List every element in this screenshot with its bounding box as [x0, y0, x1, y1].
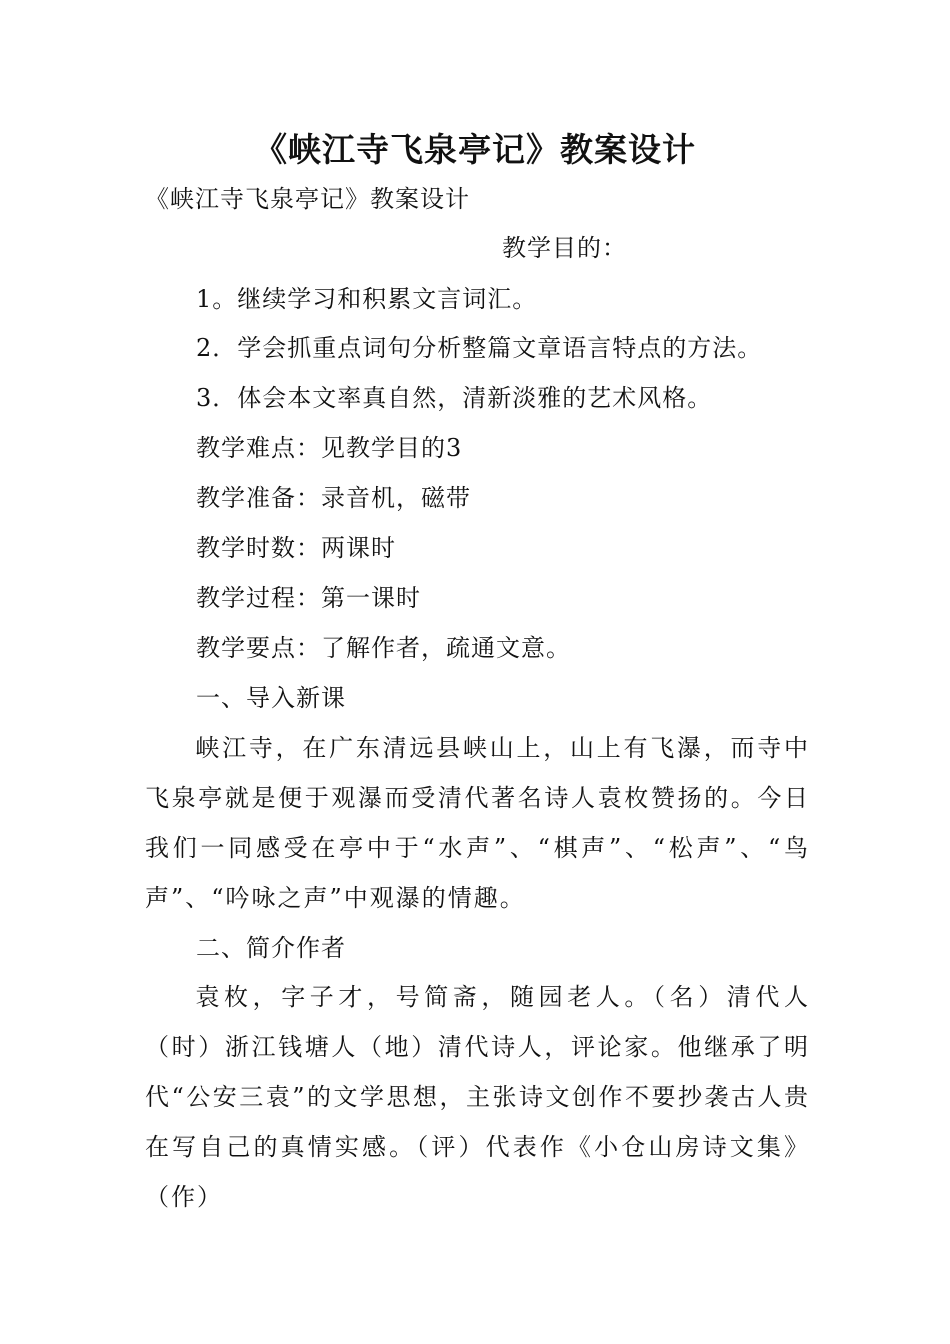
- teaching-key-points: 教学要点：了解作者，疏通文意。: [196, 634, 571, 662]
- objective-item-2: 2．学会抓重点词句分析整篇文章语言特点的方法。: [196, 334, 763, 362]
- teaching-difficulty: 教学难点：见教学目的3: [196, 434, 463, 462]
- document-title: 《峡江寺飞泉亭记》教案设计: [254, 130, 696, 169]
- section-1-heading: 一、导入新课: [196, 684, 346, 712]
- objective-item-1: 1。继续学习和积累文言词汇。: [196, 285, 538, 313]
- teaching-hours: 教学时数：两课时: [196, 534, 396, 562]
- objectives-heading: 教学目的：: [502, 234, 627, 262]
- section-1-text: 峡江寺，在广东清远县峡山上，山上有飞瀑，而寺中飞泉亭就是便于观瀑而受清代著名诗人袁枚赞扬的。今日我们一同感受在亭中于“水声”、“棋声”、“松声”、“鸟声”、“吟咏之声”中观瀑的情趣。: [145, 734, 810, 912]
- teaching-preparation: 教学准备：录音机，磁带: [196, 484, 471, 512]
- objective-item-3: 3．体会本文率真自然，清新淡雅的艺术风格。: [196, 384, 713, 412]
- section-2-text: 袁枚，字子才，号简斋，随园老人。（名）清代人（时）浙江钱塘人（地）清代诗人，评论家。他继承了明代“公安三袁”的文学思想，主张诗文创作不要抄袭古人贵在写自己的真情实感。（评）代表作《小仓山房诗文集》（作）: [145, 983, 810, 1211]
- section-2-heading: 二、简介作者: [196, 934, 346, 962]
- document-subtitle: 《峡江寺飞泉亭记》教案设计: [145, 185, 470, 213]
- teaching-process: 教学过程：第一课时: [196, 584, 421, 612]
